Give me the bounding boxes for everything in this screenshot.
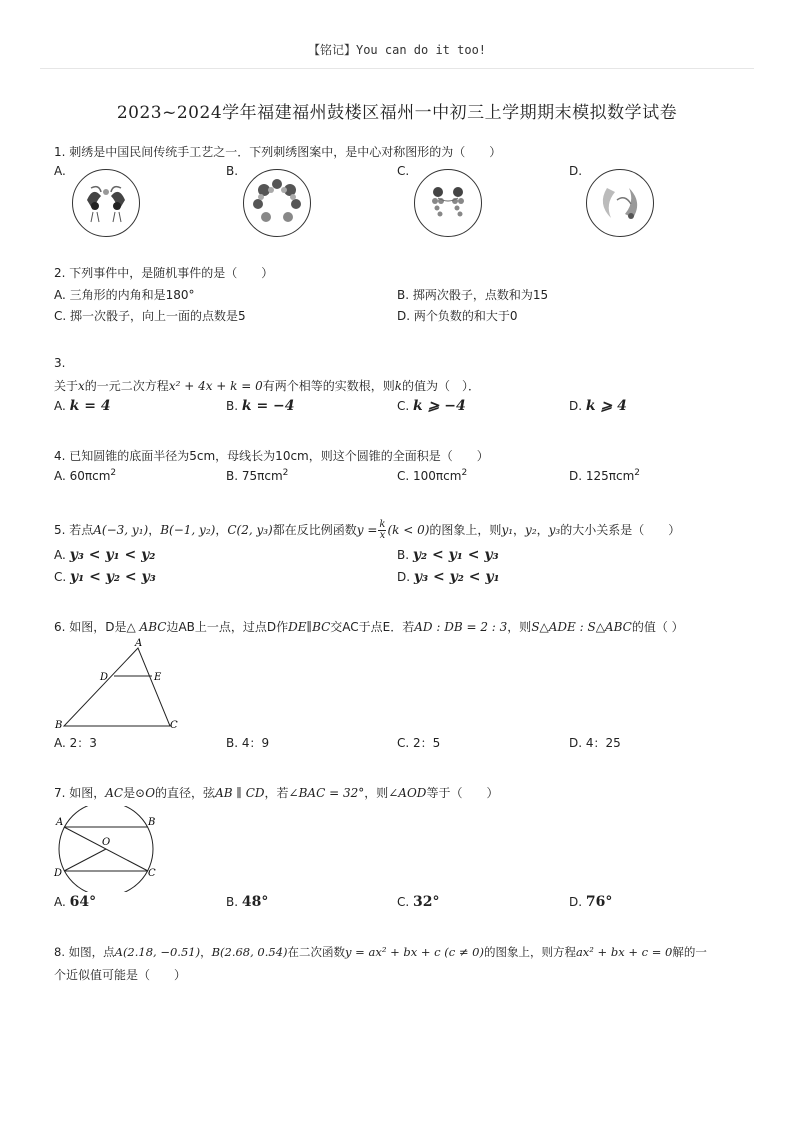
question-5-stem: 5. 若点A(−3, y₁)，B(−1, y₂)，C(2, y₃)都在反比例函数y = $\frac{k}{x}$ (k < 0)的图象上，则y₁，y₂，y₃的大小关系是（ ） xyxy=(54,519,681,541)
page-header: 【铭记】You can do it too! xyxy=(307,43,487,57)
embroidery-flower-wreath-image xyxy=(243,169,311,237)
q2-option-c[interactable]: C. 掷一次骰子，向上一面的点数是5 xyxy=(54,309,246,323)
q5-option-d[interactable]: D. y₃ < y₂ < y₁ xyxy=(397,569,500,585)
q7-option-c[interactable]: C. 32° xyxy=(397,894,440,910)
question-8-stem-continued: 个近似值可能是（ ） xyxy=(54,968,187,982)
q3-option-c[interactable]: C. k ⩾ −4 xyxy=(397,398,466,414)
label-d: D xyxy=(100,672,109,683)
q1-option-a[interactable]: A. xyxy=(54,164,66,178)
label-c: C xyxy=(148,868,156,879)
circle-figure xyxy=(52,806,162,892)
question-8-stem: 8. 如图，点A(2.18, −0.51)，B(2.68, 0.54)在二次函数y = ax² + bx + c (c ≠ 0)的图象上，则方程ax² + bx + c = 0解的一 xyxy=(54,945,707,959)
q5-option-c[interactable]: C. y₁ < y₂ < y₃ xyxy=(54,569,156,585)
q7-option-d[interactable]: D. 76° xyxy=(569,894,613,910)
embroidery-wisteria-image xyxy=(414,169,482,237)
q1-option-b[interactable]: B. xyxy=(226,164,239,178)
label-o: O xyxy=(102,837,111,848)
exam-title: 2023~2024学年福建福州鼓楼区福州一中初三上学期期末模拟数学试卷 xyxy=(116,103,678,123)
q1-option-c[interactable]: C. xyxy=(397,164,410,178)
q7-option-a[interactable]: A. 64° xyxy=(54,894,97,910)
label-d: D xyxy=(54,868,63,879)
q4-option-a[interactable]: A. 60πcm$^2$ xyxy=(54,468,117,483)
header-divider xyxy=(40,68,754,69)
q3-option-d[interactable]: D. k ⩾ 4 xyxy=(569,398,627,414)
question-3-stem: 关于x的一元二次方程x² + 4x + k = 0有两个相等的实数根，则k的值为（ ）． xyxy=(54,379,481,393)
question-4-stem: 4. 已知圆锥的底面半径为5cm，母线长为10cm，则这个圆锥的全面积是（ ） xyxy=(54,449,489,463)
label-b: B xyxy=(55,720,63,731)
q5-option-a[interactable]: A. y₃ < y₁ < y₂ xyxy=(54,547,156,563)
label-b: B xyxy=(148,817,156,828)
embroidery-cranes-image xyxy=(72,169,140,237)
q6-option-c[interactable]: C. 2：5 xyxy=(397,736,441,750)
label-a: A xyxy=(135,638,143,649)
q1-option-d[interactable]: D. xyxy=(569,164,583,178)
q4-option-b[interactable]: B. 75πcm$^2$ xyxy=(226,468,289,483)
q7-option-b[interactable]: B. 48° xyxy=(226,894,269,910)
q2-option-a[interactable]: A. 三角形的内角和是180° xyxy=(54,288,195,302)
label-c: C xyxy=(170,720,178,731)
embroidery-fish-image xyxy=(586,169,654,237)
q6-option-a[interactable]: A. 2：3 xyxy=(54,736,97,750)
question-3-number: 3. xyxy=(54,356,66,370)
q3-option-b[interactable]: B. k = −4 xyxy=(226,398,295,414)
label-a: A xyxy=(56,817,64,828)
triangle-figure xyxy=(52,636,182,734)
question-7-stem: 7. 如图，AC是⊙O的直径，弦AB ∥ CD，若∠BAC = 32°，则∠AOD等于（ ） xyxy=(54,786,499,800)
question-1-stem: 1. 刺绣是中国民间传统手工艺之一．下列刺绣图案中，是中心对称图形的为（ ） xyxy=(54,145,502,159)
question-2-stem: 2. 下列事件中，是随机事件的是（ ） xyxy=(54,266,274,280)
q3-option-a[interactable]: A. k = 4 xyxy=(54,398,111,414)
label-e: E xyxy=(154,672,162,683)
q2-option-b[interactable]: B. 掷两次骰子，点数和为15 xyxy=(397,288,549,302)
q6-option-b[interactable]: B. 4：9 xyxy=(226,736,270,750)
q2-option-d[interactable]: D. 两个负数的和大于0 xyxy=(397,309,518,323)
q6-option-d[interactable]: D. 4：25 xyxy=(569,736,621,750)
q4-option-d[interactable]: D. 125πcm$^2$ xyxy=(569,468,641,483)
q5-option-b[interactable]: B. y₂ < y₁ < y₃ xyxy=(397,547,499,563)
q4-option-c[interactable]: C. 100πcm$^2$ xyxy=(397,468,468,483)
question-6-stem: 6. 如图，D是△ ABC边AB上一点，过点D作DE∥BC交AC于点E．若AD : DB = 2 : 3，则S△ADE : S△ABC的值（ ） xyxy=(54,620,684,634)
